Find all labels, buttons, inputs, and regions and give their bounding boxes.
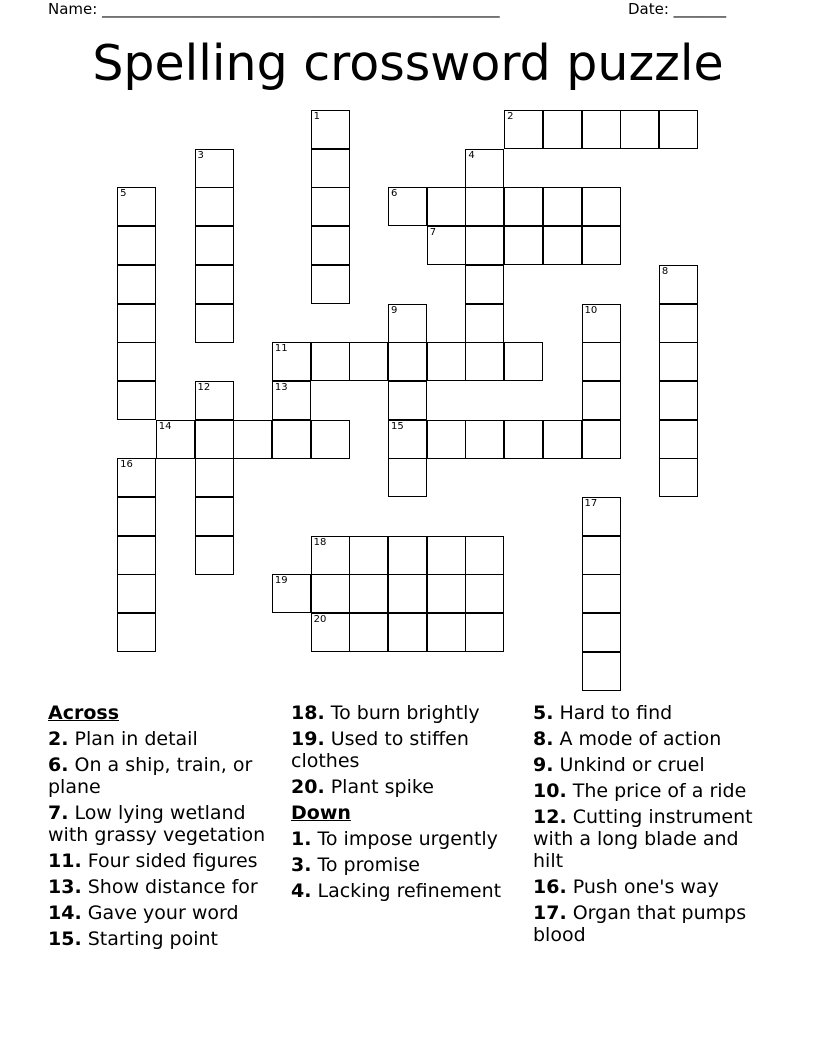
grid-cell[interactable] [659, 110, 698, 149]
clue-number: 15. [48, 928, 82, 950]
clue-text: To impose urgently [317, 828, 498, 850]
grid-cell[interactable] [465, 187, 504, 226]
clue-text: Organ that pumps blood [533, 902, 747, 946]
clue-number: 5. [533, 702, 554, 724]
grid-cell[interactable] [388, 536, 427, 575]
clue-text: Four sided figures [87, 850, 258, 872]
grid-cell[interactable] [465, 613, 504, 652]
clue-down-5 [533, 702, 769, 724]
cell-number: 17 [584, 498, 598, 509]
clue-down-12 [533, 806, 769, 872]
clue-number: 6. [48, 754, 69, 776]
grid-cell[interactable] [195, 497, 234, 536]
clue-text: Plant spike [330, 776, 434, 798]
grid-cell[interactable] [388, 187, 427, 226]
cell-number: 13 [274, 381, 288, 393]
clue-across-14 [48, 902, 284, 924]
grid-cell[interactable] [156, 420, 195, 459]
grid-cell[interactable] [388, 613, 427, 652]
clue-across-6 [48, 754, 284, 798]
clue-text: Lacking refinement [317, 880, 502, 902]
grid-cell[interactable] [349, 574, 388, 613]
clue-number: 7. [48, 802, 69, 824]
grid-cell[interactable] [311, 110, 350, 149]
cell-number: 5 [120, 188, 127, 200]
clue-number: 19. [291, 728, 325, 750]
grid-cell[interactable] [349, 613, 388, 652]
grid-cell[interactable] [117, 613, 156, 652]
grid-cell[interactable] [195, 149, 234, 188]
grid-cell[interactable] [388, 458, 427, 497]
grid-cell[interactable] [582, 613, 621, 652]
clue-number: 4. [291, 880, 312, 902]
grid-cell[interactable] [465, 536, 504, 575]
grid-cell[interactable] [272, 381, 311, 420]
grid-cell[interactable] [272, 420, 311, 459]
cell-number: 9 [391, 304, 398, 316]
grid-cell[interactable] [117, 342, 156, 381]
clue-across-11 [48, 850, 284, 872]
clue-number: 2. [48, 728, 69, 750]
grid-cell[interactable] [117, 226, 156, 265]
grid-cell[interactable] [465, 149, 504, 188]
grid-cell[interactable] [427, 574, 466, 613]
grid-cell[interactable] [582, 652, 621, 691]
grid-cell[interactable] [117, 536, 156, 575]
grid-cell[interactable] [582, 420, 621, 459]
page-title: Spelling crossword puzzle [92, 35, 724, 92]
grid-cell[interactable] [427, 613, 466, 652]
clues-column-3 [533, 702, 769, 950]
grid-cell[interactable] [195, 226, 234, 265]
grid-cell[interactable] [465, 574, 504, 613]
clue-down-16 [533, 876, 769, 898]
clue-text: Low lying wetland with grassy vegetation [48, 802, 266, 846]
clue-number: 3. [291, 854, 312, 876]
clue-across-2 [48, 728, 284, 750]
grid-cell[interactable] [543, 226, 582, 265]
clue-number: 12. [533, 806, 567, 828]
grid-cell[interactable] [388, 381, 427, 420]
grid-cell[interactable] [427, 342, 466, 381]
cell-number: 10 [584, 304, 598, 316]
cell-number: 4 [468, 149, 475, 161]
clue-down-1 [291, 828, 527, 850]
cell-number: 12 [197, 381, 211, 393]
grid-cell[interactable] [117, 381, 156, 420]
clue-number: 1. [291, 828, 312, 850]
grid-cell[interactable] [465, 342, 504, 381]
grid-cell[interactable] [427, 187, 466, 226]
clue-down-4 [291, 880, 527, 902]
clue-across-20 [291, 776, 527, 798]
grid-cell[interactable] [117, 497, 156, 536]
clues-column-2 [291, 702, 527, 906]
grid-cell[interactable] [504, 226, 543, 265]
clue-across-19 [291, 728, 527, 772]
grid-cell[interactable] [465, 304, 504, 343]
clue-text: Gave your word [87, 902, 239, 924]
grid-cell[interactable] [659, 304, 698, 343]
clue-number: 14. [48, 902, 82, 924]
grid-cell[interactable] [349, 536, 388, 575]
grid-cell[interactable] [195, 420, 234, 459]
grid-cell[interactable] [427, 420, 466, 459]
cell-number: 3 [197, 149, 204, 161]
grid-cell[interactable] [117, 458, 156, 497]
grid-cell[interactable] [117, 187, 156, 226]
grid-cell[interactable] [465, 265, 504, 304]
clue-down-17 [533, 902, 769, 946]
grid-cell[interactable] [388, 420, 427, 459]
cell-number: 6 [391, 188, 398, 200]
grid-cell[interactable] [543, 110, 582, 149]
cell-number: 14 [158, 420, 172, 432]
grid-cell[interactable] [117, 304, 156, 343]
clue-number: 18. [291, 702, 325, 724]
clue-number: 9. [533, 754, 554, 776]
down-heading: Down [291, 802, 351, 824]
grid-cell[interactable] [504, 110, 543, 149]
clue-down-9 [533, 754, 769, 776]
grid-cell[interactable] [659, 458, 698, 497]
clue-number: 13. [48, 876, 82, 898]
cell-number: 16 [120, 459, 133, 471]
grid-cell[interactable] [388, 304, 427, 343]
clue-text: A mode of action [559, 728, 722, 750]
grid-cell[interactable] [311, 265, 350, 304]
grid-cell[interactable] [504, 420, 543, 459]
grid-cell[interactable] [195, 381, 234, 420]
cell-number: 18 [313, 536, 327, 548]
clue-number: 17. [533, 902, 567, 924]
grid-cell[interactable] [195, 536, 234, 575]
grid-cell[interactable] [659, 420, 698, 459]
grid-cell[interactable] [195, 458, 234, 497]
cell-number: 7 [429, 227, 437, 239]
clue-text: The price of a ride [572, 780, 747, 802]
cell-number: 20 [313, 614, 327, 626]
grid-cell[interactable] [388, 342, 427, 381]
clue-text: Show distance for [87, 876, 258, 898]
grid-cell[interactable] [659, 265, 698, 304]
grid-cell[interactable] [311, 342, 350, 381]
grid-cell[interactable] [582, 536, 621, 575]
grid-cell[interactable] [195, 187, 234, 226]
grid-cell[interactable] [582, 304, 621, 343]
clue-across-13 [48, 876, 284, 898]
grid-cell[interactable] [195, 304, 234, 343]
grid-cell[interactable] [543, 187, 582, 226]
clue-text: Push one's way [572, 876, 719, 898]
clue-text: Hard to find [559, 702, 673, 724]
clue-text: Unkind or cruel [559, 754, 705, 776]
grid-cell[interactable] [349, 342, 388, 381]
grid-cell[interactable] [427, 226, 466, 265]
clue-text: To promise [317, 854, 420, 876]
grid-cell[interactable] [427, 536, 466, 575]
grid-cell[interactable] [388, 574, 427, 613]
grid-cell[interactable] [582, 497, 621, 536]
grid-cell[interactable] [311, 613, 350, 652]
grid-cell[interactable] [504, 187, 543, 226]
grid-cell[interactable] [582, 381, 621, 420]
clue-across-18 [291, 702, 527, 724]
grid-cell[interactable] [311, 536, 350, 575]
clue-number: 11. [48, 850, 82, 872]
grid-cell[interactable] [465, 226, 504, 265]
grid-cell[interactable] [620, 110, 659, 149]
grid-cell[interactable] [233, 420, 272, 459]
cell-number: 15 [391, 420, 404, 432]
grid-cell[interactable] [582, 342, 621, 381]
grid-cell[interactable] [582, 187, 621, 226]
clue-across-7 [48, 802, 284, 846]
clue-number: 10. [533, 780, 567, 802]
date-field-label: Date: _______ [628, 0, 727, 18]
clue-text: To burn brightly [330, 702, 480, 724]
grid-cell[interactable] [582, 574, 621, 613]
grid-cell[interactable] [582, 110, 621, 149]
clue-number: 20. [291, 776, 325, 798]
grid-cell[interactable] [543, 420, 582, 459]
grid-cell[interactable] [659, 342, 698, 381]
across-heading: Across [48, 702, 120, 724]
grid-cell[interactable] [311, 149, 350, 188]
clue-text: Cutting instrument with a long blade and hilt [533, 806, 753, 872]
cell-number: 11 [274, 343, 288, 355]
clue-down-3 [291, 854, 527, 876]
grid-cell[interactable] [117, 574, 156, 613]
grid-cell[interactable] [465, 420, 504, 459]
clue-down-8 [533, 728, 769, 750]
grid-cell[interactable] [659, 381, 698, 420]
clues-column-1 [48, 702, 284, 954]
grid-cell[interactable] [311, 574, 350, 613]
grid-cell[interactable] [272, 342, 311, 381]
grid-cell[interactable] [195, 265, 234, 304]
grid-cell[interactable] [582, 226, 621, 265]
clue-text: Used to stiffen clothes [291, 728, 469, 772]
cell-number: 19 [274, 575, 288, 587]
grid-cell[interactable] [272, 574, 311, 613]
clue-text: Starting point [87, 928, 219, 950]
grid-cell[interactable] [311, 226, 350, 265]
cell-number: 2 [507, 111, 514, 122]
clue-text: On a ship, train, or plane [48, 754, 253, 798]
clue-text: Plan in detail [74, 728, 198, 750]
name-field-label: Name: _____________________________________________________ [48, 0, 500, 18]
cell-number: 1 [313, 111, 320, 122]
grid-cell[interactable] [117, 265, 156, 304]
clue-across-15 [48, 928, 284, 950]
grid-cell[interactable] [311, 420, 350, 459]
grid-cell[interactable] [504, 342, 543, 381]
cell-number: 8 [661, 265, 669, 277]
clue-number: 16. [533, 876, 567, 898]
clue-down-10 [533, 780, 769, 802]
clue-number: 8. [533, 728, 554, 750]
grid-cell[interactable] [311, 187, 350, 226]
